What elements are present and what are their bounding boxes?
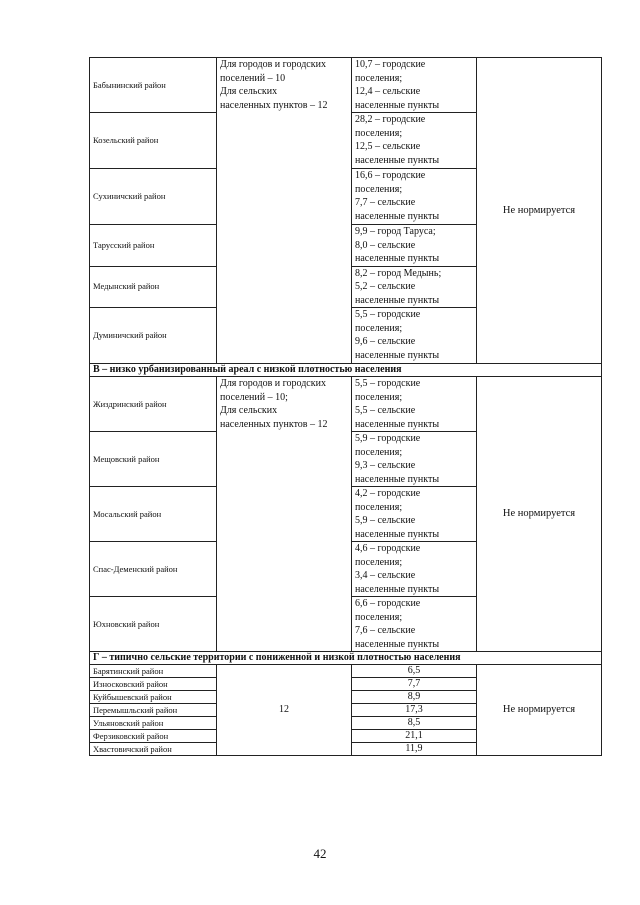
value-line: поселения; <box>355 391 403 403</box>
district-name: Юхновский район <box>90 597 217 652</box>
value-cell <box>352 432 477 487</box>
district-name: Барятинский район <box>90 665 217 678</box>
district-name: Медынский район <box>90 266 217 308</box>
district-name: Мещовский район <box>90 432 217 487</box>
section-header: Г – типично сельские территории с пониженной и низкой плотностью населения <box>90 652 602 665</box>
norm-line: населенных пунктов – 12 <box>220 99 328 111</box>
value-cell <box>352 58 477 113</box>
value-line: 5,2 – сельские <box>355 281 416 292</box>
value-line: 9,6 – сельские <box>355 336 416 347</box>
page-number: 42 <box>313 846 327 861</box>
value-line: населенные пункты <box>355 294 440 306</box>
district-name: Жиздринский район <box>90 377 217 432</box>
value-line: 5,9 – сельские <box>355 515 416 526</box>
value-cell <box>352 113 477 169</box>
value-line: поселения; <box>355 446 403 458</box>
value-cell <box>352 225 477 267</box>
table-row <box>90 665 602 678</box>
district-name: Сухиничский район <box>90 169 217 225</box>
value-line: населенные пункты <box>355 154 440 166</box>
section-a-body <box>90 58 602 364</box>
value-line: 28,2 – городские <box>355 114 426 125</box>
not-normed-cell: Не нормируется <box>477 665 602 756</box>
value-line: 3,4 – сельские <box>355 570 416 581</box>
value-line: 5,5 – сельские <box>355 405 416 416</box>
value-line: 7,6 – сельские <box>355 625 416 636</box>
value-cell <box>352 542 477 597</box>
district-name: Бабынинский район <box>90 58 217 113</box>
norm-line: населенных пунктов – 12 <box>220 418 328 430</box>
section-g-body <box>90 652 602 756</box>
value-line: поселения; <box>355 501 403 513</box>
value-line: поселения; <box>355 127 403 139</box>
value-cell: 7,7 <box>352 678 477 691</box>
value-line: населенные пункты <box>355 210 440 222</box>
value-line: 5,9 – городские <box>355 433 421 444</box>
value-line: населенные пункты <box>355 528 440 540</box>
table-row <box>90 377 602 432</box>
section-header: В – низко урбанизированный ареал с низкой плотностью населения <box>90 364 602 377</box>
value-line: населенные пункты <box>355 638 440 650</box>
norm-line: Для городов и городских <box>220 378 326 389</box>
district-name: Перемышльский район <box>90 704 217 717</box>
norm-cell <box>217 377 352 652</box>
value-cell <box>352 597 477 652</box>
norm-line: Для городов и городских <box>220 59 326 70</box>
value-line: поселения; <box>355 72 403 84</box>
value-line: 9,9 – город Таруса; <box>355 226 436 237</box>
district-name: Тарусский район <box>90 225 217 267</box>
district-name: Куйбышевский район <box>90 691 217 704</box>
value-cell <box>352 266 477 308</box>
district-name: Спас-Деменский район <box>90 542 217 597</box>
value-line: поселения; <box>355 556 403 568</box>
value-line: 5,5 – городские <box>355 309 421 320</box>
value-line: населенные пункты <box>355 349 440 361</box>
value-line: 4,2 – городские <box>355 488 421 499</box>
section-header-row <box>90 652 602 665</box>
value-line: 4,6 – городские <box>355 543 421 554</box>
value-cell <box>352 308 477 364</box>
value-line: поселения; <box>355 183 403 195</box>
section-b-body <box>90 364 602 652</box>
value-line: поселения; <box>355 611 403 623</box>
value-cell: 8,5 <box>352 717 477 730</box>
value-line: 8,0 – сельские <box>355 239 416 251</box>
value-line: населенные пункты <box>355 418 440 430</box>
district-name: Мосальский район <box>90 487 217 542</box>
norm-line: поселений – 10; <box>220 391 288 403</box>
district-name: Ульяновский район <box>90 717 217 730</box>
value-line: населенные пункты <box>355 473 440 485</box>
value-line: 5,5 – городские <box>355 378 421 389</box>
value-cell <box>352 169 477 225</box>
value-cell: 21,1 <box>352 730 477 743</box>
norm-cell: 12 <box>217 665 352 756</box>
norm-cell <box>217 58 352 364</box>
not-normed-cell: Не нормируется <box>477 58 602 364</box>
value-line: 12,4 – сельские <box>355 86 421 97</box>
value-cell: 8,9 <box>352 691 477 704</box>
value-line: 9,3 – сельские <box>355 460 416 471</box>
not-normed-cell: Не нормируется <box>477 377 602 652</box>
value-cell: 11,9 <box>352 743 477 756</box>
district-name: Козельский район <box>90 113 217 169</box>
value-line: 10,7 – городские <box>355 59 426 70</box>
district-name: Хвастовичский район <box>90 743 217 756</box>
value-line: 6,6 – городские <box>355 598 421 609</box>
value-cell: 17,3 <box>352 704 477 717</box>
norm-line: Для сельских <box>220 405 278 416</box>
value-line: 7,7 – сельские <box>355 197 416 208</box>
norms-table <box>89 57 602 756</box>
value-line: населенные пункты <box>355 253 440 264</box>
value-line: поселения; <box>355 322 403 334</box>
district-name: Ферзиковский район <box>90 730 217 743</box>
value-line: 16,6 – городские <box>355 170 426 181</box>
value-cell: 6,5 <box>352 665 477 678</box>
value-line: 8,2 – город Медынь; <box>355 267 442 279</box>
district-name: Думиничский район <box>90 308 217 364</box>
value-cell <box>352 377 477 432</box>
value-line: 12,5 – сельские <box>355 141 421 152</box>
value-line: населенные пункты <box>355 99 440 111</box>
value-line: населенные пункты <box>355 583 440 595</box>
norm-line: поселений – 10 <box>220 72 286 84</box>
section-header-row <box>90 364 602 377</box>
norm-line: Для сельских <box>220 86 278 97</box>
value-cell <box>352 487 477 542</box>
table-row <box>90 58 602 113</box>
district-name: Износковский район <box>90 678 217 691</box>
